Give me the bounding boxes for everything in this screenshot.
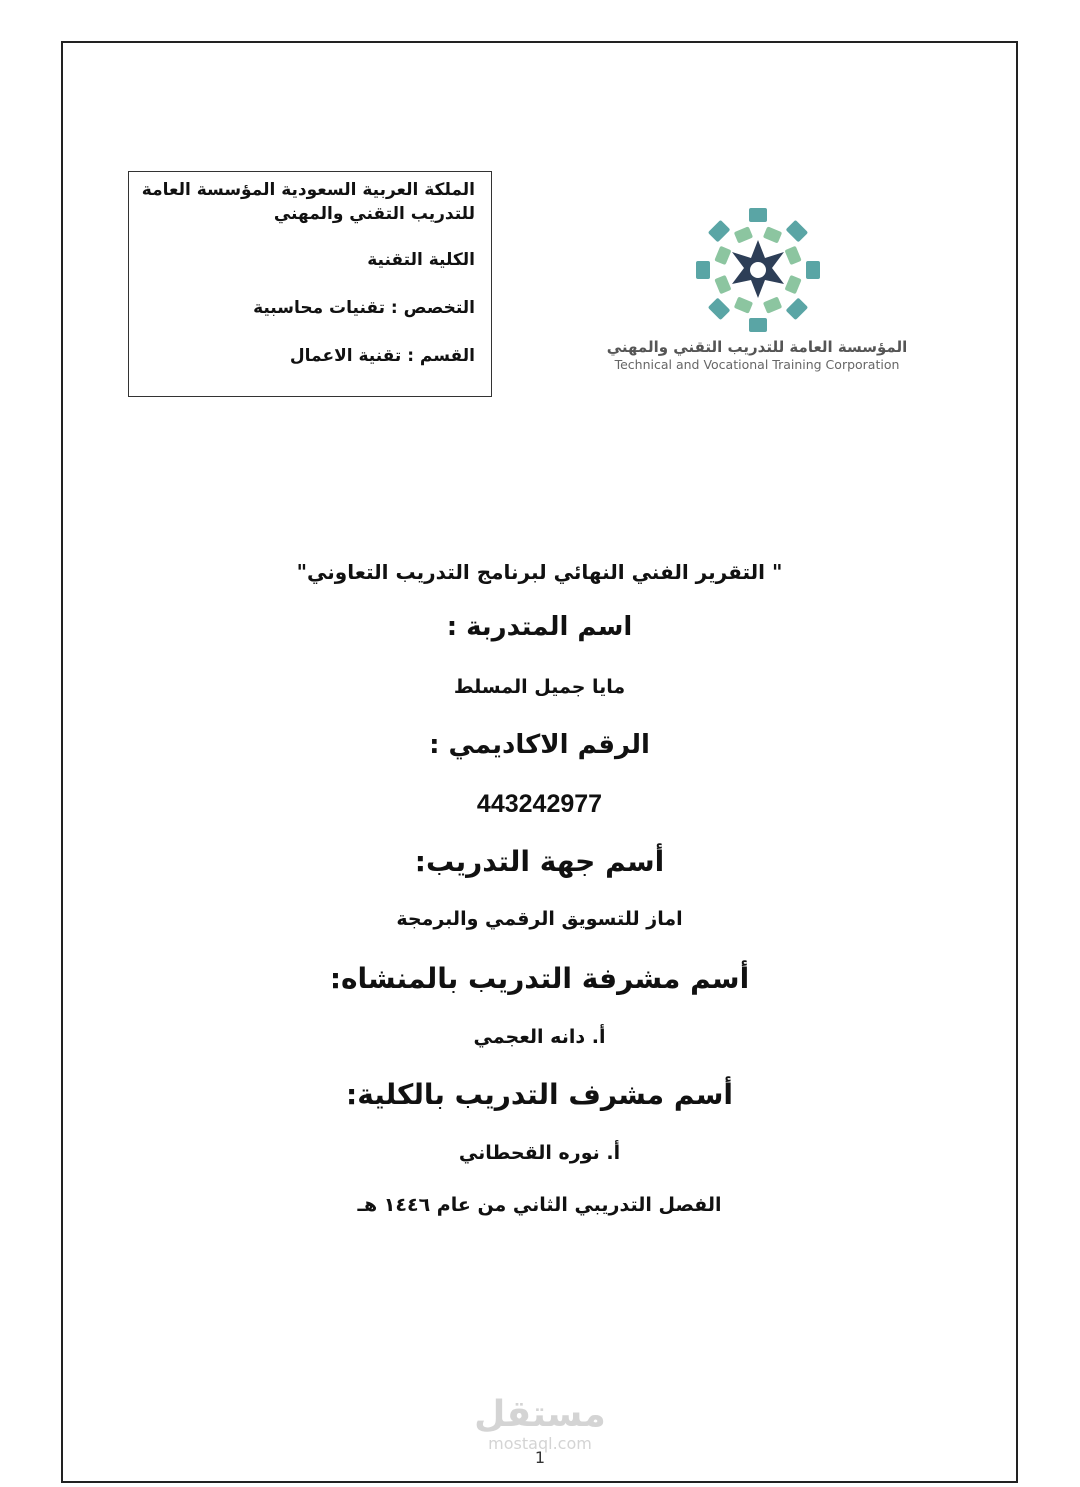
logo-english-name: Technical and Vocational Training Corporation (614, 357, 900, 372)
org-supervisor-name: أ. دانه العجمي (473, 1026, 606, 1048)
page-number: 1 (534, 1448, 546, 1467)
watermark-english: mostaql.com (488, 1434, 592, 1453)
organization-label: أسم جهة التدريب: (414, 845, 665, 878)
logo-arabic-name: المؤسسة العامة للتدريب التقني والمهني (606, 338, 908, 356)
academic-id: 443242977 (476, 790, 603, 818)
academic-id-label: الرقم الاكاديمي : (429, 730, 650, 760)
header-line-1 (139, 178, 475, 226)
department: القسم : تقنية الاعمال (289, 346, 475, 366)
organization-name: اماز للتسويق الرقمي والبرمجة (396, 908, 683, 930)
org-supervisor-label: أسم مشرفة التدريب بالمنشاه: (329, 962, 750, 995)
header-line-1a: الملكة العربية السعودية المؤسسة العامة (141, 180, 475, 200)
header-info-box (128, 171, 492, 397)
trainee-label: اسم المتدربة : (446, 612, 633, 642)
trainee-name: مايا جميل المسلط (453, 676, 626, 698)
watermark-arabic: مستقل (474, 1394, 606, 1435)
college-supervisor-label: أسم مشرف التدريب بالكلية: (346, 1078, 733, 1111)
report-title: " التقرير الفني النهائي لبرنامج التدريب التعاوني" (296, 560, 783, 584)
specialty: التخصص : تقنيات محاسبية (253, 298, 475, 318)
college-name: الكلية التقنية (367, 250, 475, 270)
college-supervisor-name: أ. نوره القحطاني (458, 1142, 621, 1164)
mostaql-watermark (470, 1395, 610, 1453)
header-line-1b: للتدريب التقني والمهني (273, 204, 475, 224)
semester: الفصل التدريبي الثاني من عام ١٤٤٦ هـ (357, 1194, 722, 1216)
